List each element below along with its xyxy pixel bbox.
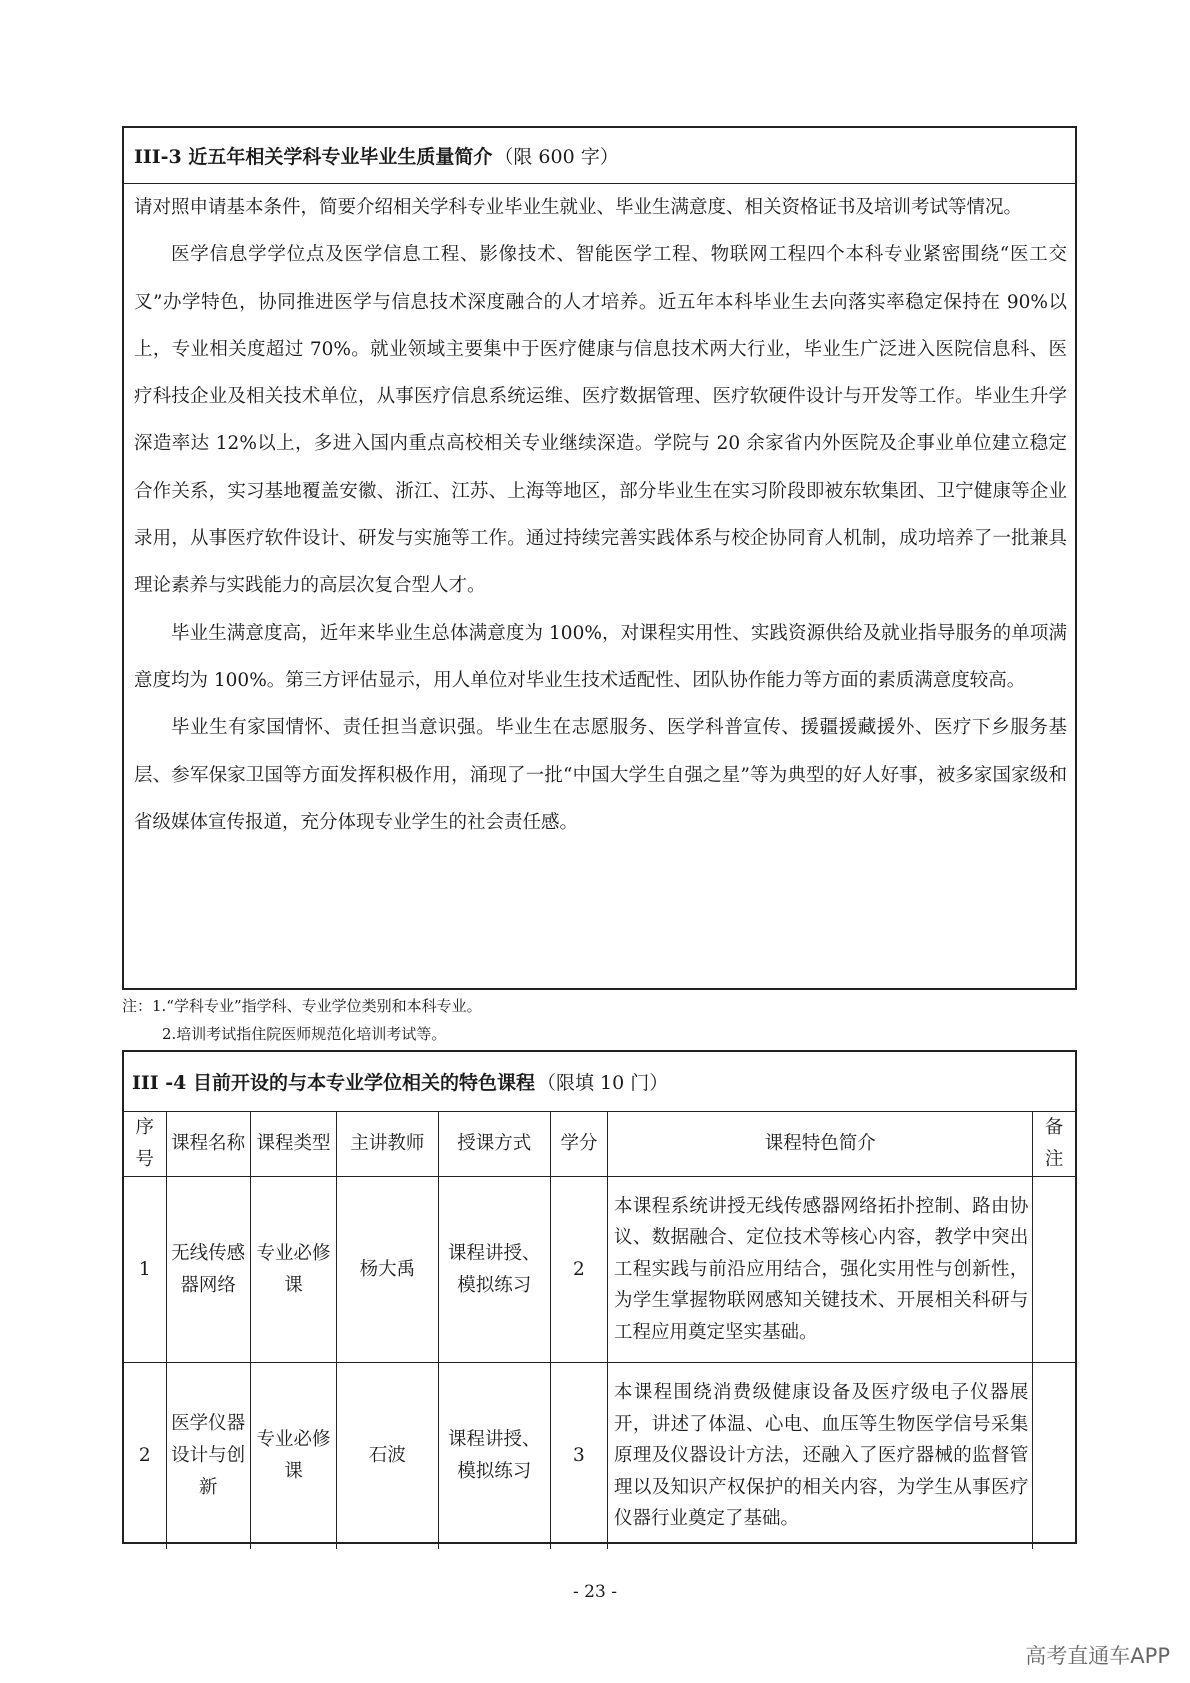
section-3-limit: （限 600 字） [494, 146, 619, 168]
header-credit: 学分 [550, 1112, 607, 1177]
section-3-body [124, 184, 1075, 846]
cell-name: 医学仪器设计与创新 [166, 1363, 250, 1549]
header-desc: 课程特色简介 [608, 1112, 1033, 1177]
header-teacher: 主讲教师 [337, 1112, 438, 1177]
section-3-paragraph: 毕业生满意度高，近年来毕业生总体满意度为 100%，对课程实用性、实践资源供给及就业指导服务的单项满意度均为 100%。第三方评估显示，用人单位对毕业生技术适配性、团队协作能力等方面的素质满意度较高。 [134, 622, 1067, 691]
page-number: - 23 - [573, 1582, 617, 1602]
table-row [124, 1177, 1075, 1363]
header-no: 序号 [124, 1112, 166, 1177]
header-remark: 备注 [1033, 1112, 1075, 1177]
cell-mode: 课程讲授、模拟练习 [438, 1177, 550, 1363]
watermark: 高考直通车APP [1025, 1644, 1170, 1668]
section-4-box [122, 1050, 1077, 1544]
cell-no: 2 [124, 1363, 166, 1549]
cell-credit: 2 [550, 1177, 607, 1363]
table-header-row [124, 1112, 1075, 1177]
cell-mode: 课程讲授、模拟练习 [438, 1363, 550, 1549]
section-4-limit: （限填 10 门） [537, 1072, 669, 1094]
section-3-instruction: 请对照申请基本条件，简要介绍相关学科专业毕业生就业、毕业生满意度、相关资格证书及培训考试等情况。 [134, 197, 1023, 218]
header-type: 课程类型 [250, 1112, 336, 1177]
header-name: 课程名称 [166, 1112, 250, 1177]
cell-teacher: 杨大禹 [337, 1177, 438, 1363]
section-3-header [124, 128, 1075, 184]
section-3-box [122, 126, 1077, 990]
cell-no: 1 [124, 1177, 166, 1363]
footnote-1: 注：1.“学科专业”指学科、专业学位类别和本科专业。 [122, 997, 482, 1015]
footnotes [122, 992, 482, 1048]
course-table [124, 1112, 1075, 1549]
section-4-title: III -4 目前开设的与本专业学位相关的特色课程 [132, 1072, 535, 1094]
cell-type: 专业必修课 [250, 1177, 336, 1363]
cell-name: 无线传感器网络 [166, 1177, 250, 1363]
table-row [124, 1363, 1075, 1549]
cell-teacher: 石波 [337, 1363, 438, 1549]
section-4-header [124, 1052, 1075, 1112]
cell-type: 专业必修课 [250, 1363, 336, 1549]
section-3-paragraph: 毕业生有家国情怀、责任担当意识强。毕业生在志愿服务、医学科普宣传、援疆援藏援外、医疗下乡服务基层、参军保家卫国等方面发挥积极作用，涌现了一批“中国大学生自强之星”等为典型的好人好事，被多家国家级和省级媒体宣传报道，充分体现专业学生的社会责任感。 [134, 717, 1067, 833]
cell-desc: 本课程系统讲授无线传感器网络拓扑控制、路由协议、数据融合、定位技术等核心内容，教学中突出工程实践与前沿应用结合，强化实用性与创新性，为学生掌握物联网感知关键技术、开展相关科研与工程应用奠定坚实基础。 [608, 1177, 1033, 1363]
section-3-title: III-3 近五年相关学科专业毕业生质量简介 [134, 146, 493, 168]
cell-credit: 3 [550, 1363, 607, 1549]
cell-desc: 本课程围绕消费级健康设备及医疗级电子仪器展开，讲述了体温、心电、血压等生物医学信号采集原理及仪器设计方法，还融入了医疗器械的监督管理以及知识产权保护的相关内容，为学生从事医疗仪器行业奠定了基础。 [608, 1363, 1033, 1549]
header-mode: 授课方式 [438, 1112, 550, 1177]
cell-remark [1033, 1363, 1075, 1549]
section-3-paragraph: 医学信息学学位点及医学信息工程、影像技术、智能医学工程、物联网工程四个本科专业紧密围绕“医工交叉”办学特色，协同推进医学与信息技术深度融合的人才培养。近五年本科毕业生去向落实率稳定保持在 90%以上，专业相关度超过 70%。就业领域主要集中于医疗健康与信息技术两大行业，毕业生广泛进入医院信息科、医疗科技企业及相关技术单位，从事医疗信息系统运维、医疗数据管理、医疗软硬件设计与开发等工作。毕业生升学深造率达 12%以上，多进入国内重点高校相关专业继续深造。学院与 20 余家省内外医院及企事业单位建立稳定合作关系，实习基地覆盖安徽、浙江、江苏、上海等地区，部分毕业生在实习阶段即被东软集团、卫宁健康等企业录用，从事医疗软件设计、研发与实施等工作。通过持续完善实践体系与校企协同育人机制，成功培养了一批兼具理论素养与实践能力的高层次复合型人才。 [134, 244, 1067, 597]
cell-remark [1033, 1177, 1075, 1363]
footnote-2: 2.培训考试指住院医师规范化培训考试等。 [162, 1025, 447, 1043]
